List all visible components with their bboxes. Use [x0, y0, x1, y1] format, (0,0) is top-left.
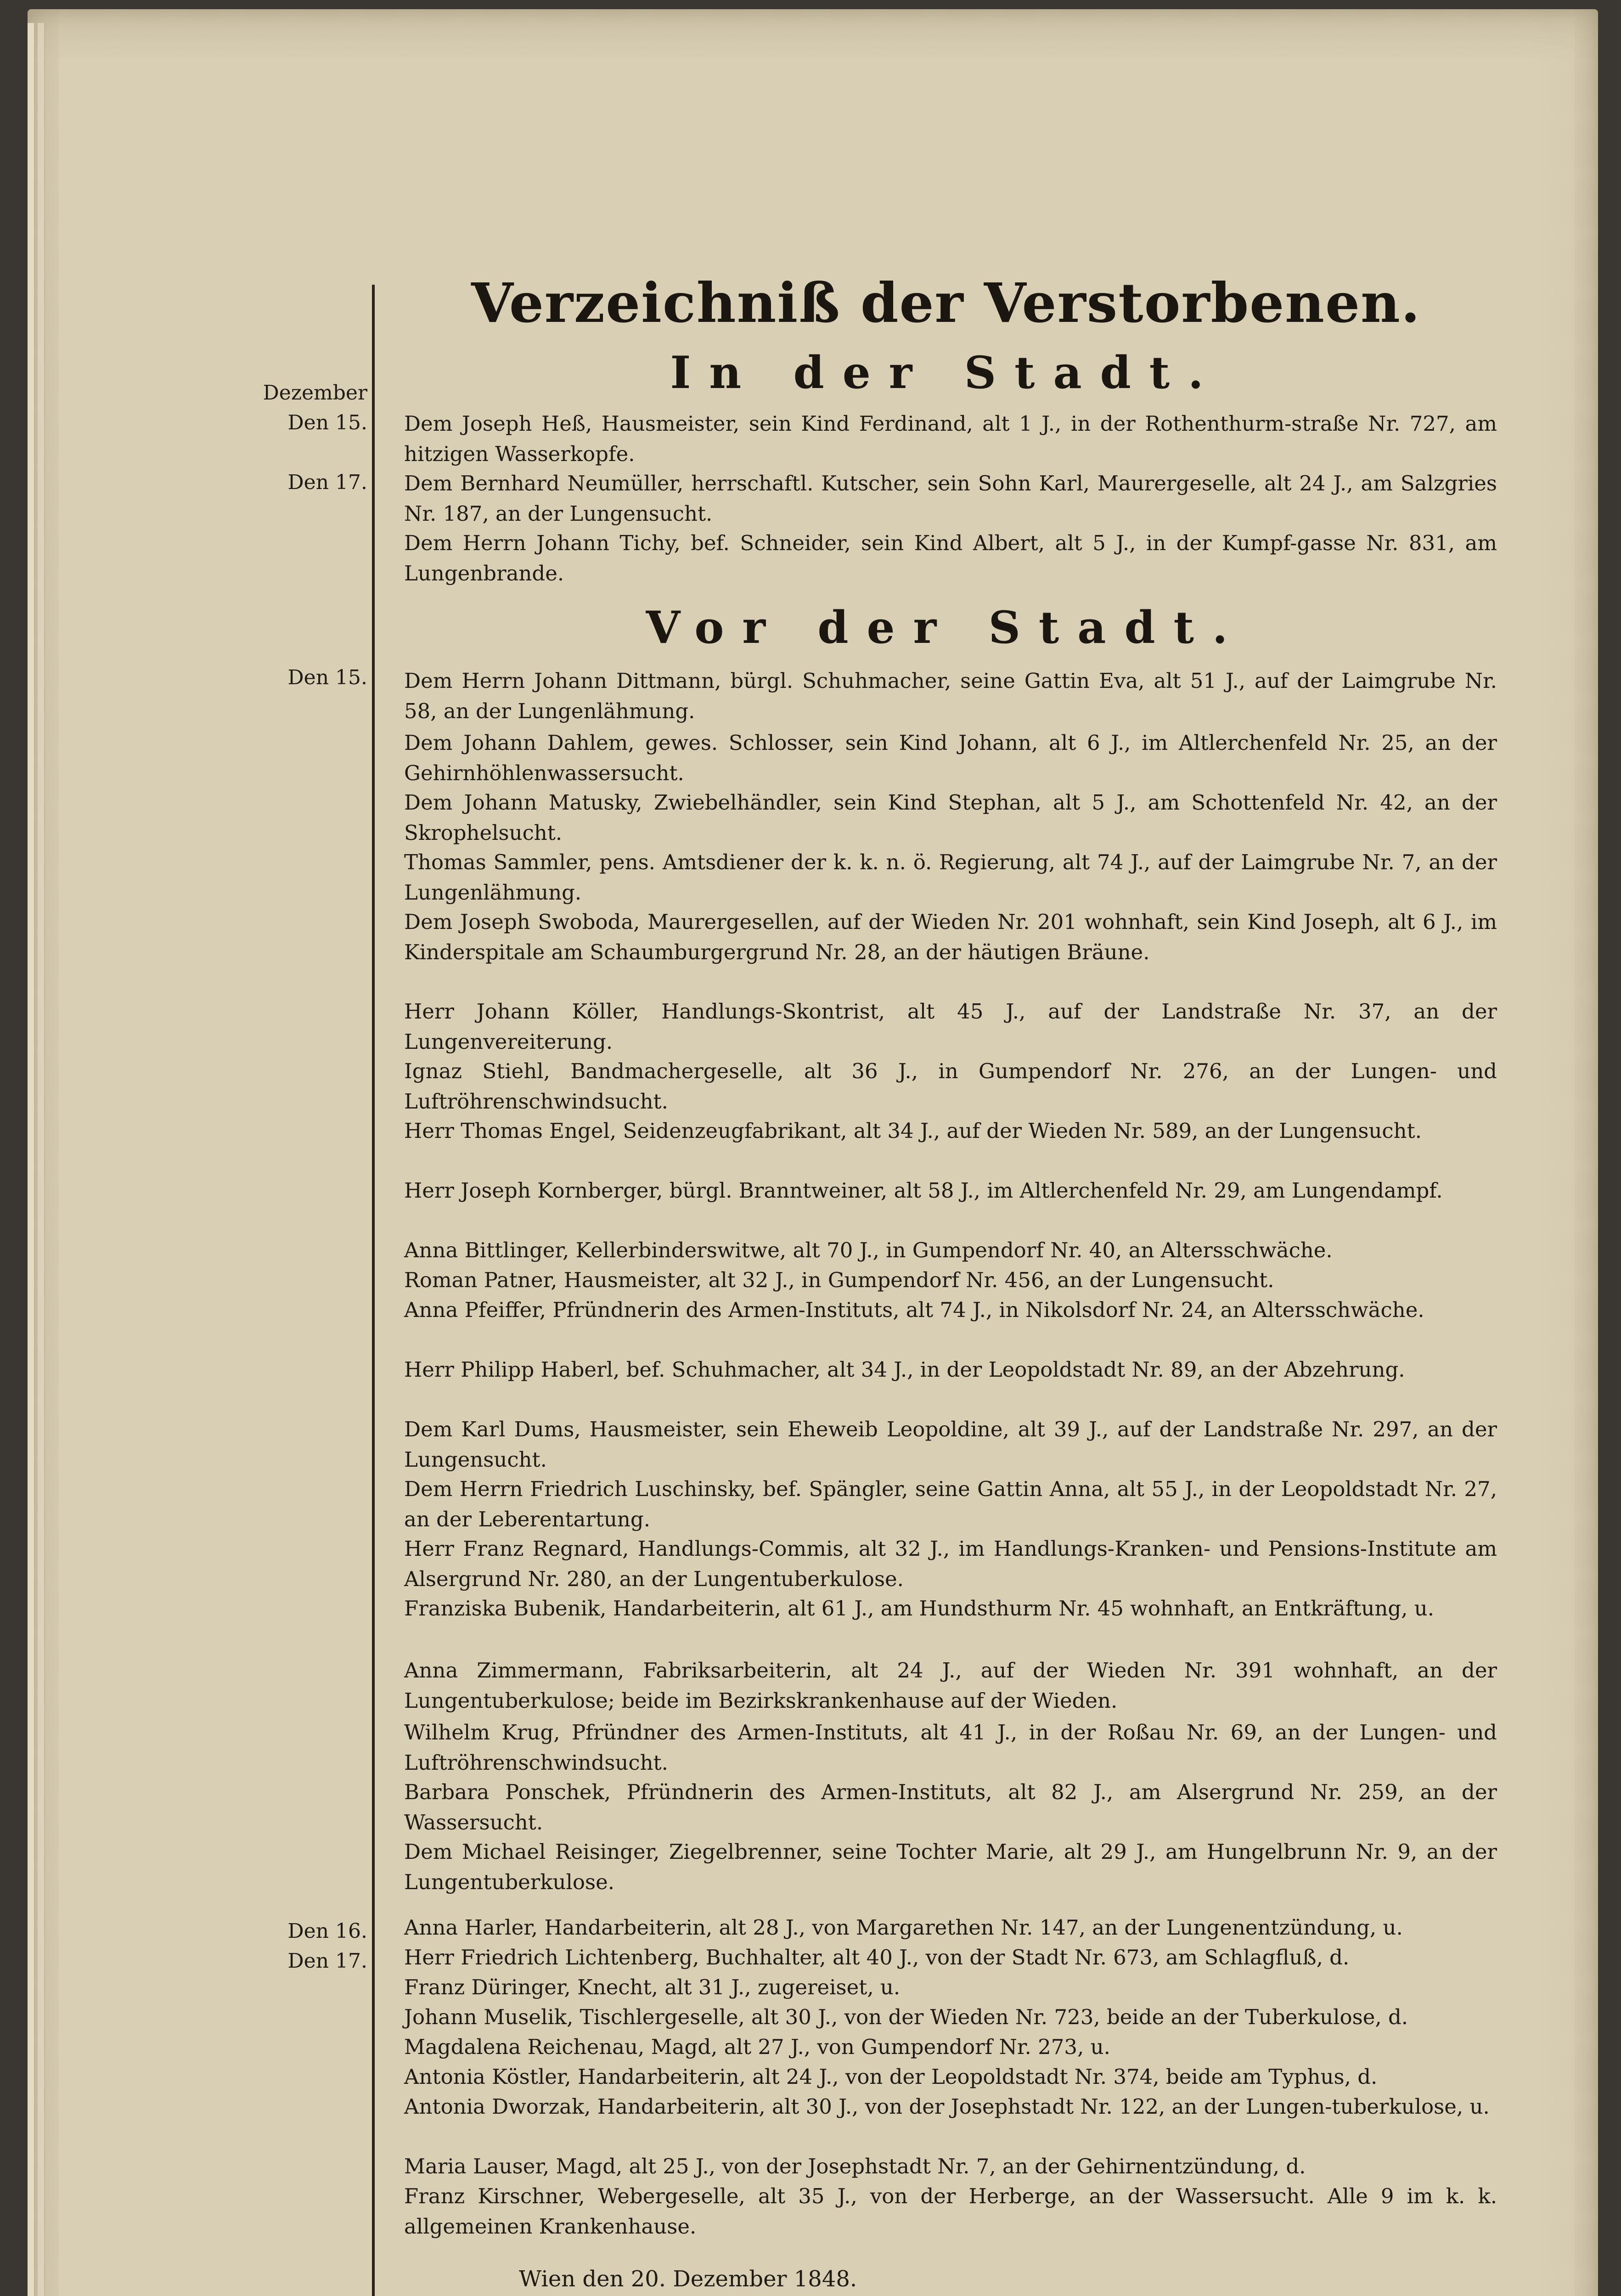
list-item: Dem Herrn Johann Tichy, bef. Schneider, sein Kind Albert, alt 5 J., in der Kumpf-gasse Nr. 831, am Lungenbrande. — [404, 531, 1497, 585]
page-title: Verzeichniß der Verstorbenen. — [471, 271, 1421, 335]
list-item: Anna Pfeiffer, Pfründnerin des Armen-Instituts, alt 74 J., in Nikolsdorf Nr. 24, an Altersschwäche. — [404, 1298, 1424, 1322]
section-heading-stadt: In der Stadt. — [670, 347, 1222, 399]
date-label: Den 16. — [287, 1919, 367, 1943]
list-item: Johann Muselik, Tischlergeselle, alt 30 J., von der Wieden Nr. 723, beide an der Tuberkulose, d. — [404, 2005, 1408, 2029]
list-item: Roman Patner, Hausmeister, alt 32 J., in Gumpendorf Nr. 456, an der Lungensucht. — [404, 1268, 1274, 1292]
list-item: Magdalena Reichenau, Magd, alt 27 J., von Gumpendorf Nr. 273, u. — [404, 2035, 1110, 2059]
list-item: Dem Johann Matusky, Zwiebelhändler, sein Kind Stephan, alt 5 J., am Schottenfeld Nr. 42, an der Skrophelsucht. — [404, 790, 1497, 845]
page-stack-edge — [28, 23, 35, 2296]
section-heading-vorstadt: Vor der Stadt. — [646, 602, 1246, 653]
list-item: Dem Herrn Friedrich Luschinsky, bef. Spängler, seine Gattin Anna, alt 55 J., in der Leopoldstadt Nr. 27, an der Leberentartung. — [404, 1477, 1497, 1531]
list-item: Anna Bittlinger, Kellerbinderswitwe, alt 70 J., in Gumpendorf Nr. 40, an Altersschwäche. — [404, 1238, 1333, 1262]
dateline: Wien den 20. Dezember 1848. — [519, 2266, 857, 2292]
list-item: Anna Harler, Handarbeiterin, alt 28 J., von Margarethen Nr. 147, an der Lungenentzündung, u. — [404, 1915, 1403, 1940]
list-item: Herr Johann Köller, Handlungs-Skontrist, alt 45 J., auf der Landstraße Nr. 37, an der Lungenvereiterung. — [404, 999, 1497, 1054]
list-item: Antonia Köstler, Handarbeiterin, alt 24 J., von der Leopoldstadt Nr. 374, beide am Typhus, d. — [404, 2065, 1378, 2089]
list-item: Dem Karl Dums, Hausmeister, sein Eheweib Leopoldine, alt 39 J., auf der Landstraße Nr. 297, an der Lungensucht. — [404, 1417, 1497, 1472]
list-item: Franz Kirschner, Webergeselle, alt 35 J., von der Herberge, an der Wassersucht. Alle 9 im k. k. allgemeinen Krankenhause. — [404, 2184, 1497, 2239]
list-item: Franz Düringer, Knecht, alt 31 J., zugereiset, u. — [404, 1975, 901, 1999]
list-item: Dem Joseph Swoboda, Maurergesellen, auf der Wieden Nr. 201 wohnhaft, sein Kind Joseph, alt 6 J., im Kinderspitale am Schaumburgergrund Nr. 28, an der häutigen Bräune. — [404, 910, 1497, 964]
vertical-rule — [372, 285, 375, 2296]
date-label: Den 15. — [287, 666, 367, 689]
list-item: Herr Friedrich Lichtenberg, Buchhalter, alt 40 J., von der Stadt Nr. 673, am Schlagfluß, d. — [404, 1945, 1350, 1970]
list-item: Anna Zimmermann, Fabriksarbeiterin, alt 24 J., auf der Wieden Nr. 391 wohnhaft, an der Lungentuberkulose; beide im Bezirkskrankenhause auf der Wieden. — [404, 1658, 1497, 1713]
list-item: Dem Michael Reisinger, Ziegelbrenner, seine Tochter Marie, alt 29 J., am Hungelbrunn Nr. 9, an der Lungentuberkulose. — [404, 1840, 1497, 1894]
date-label: Den 17. — [287, 471, 367, 494]
list-item: Dem Johann Dahlem, gewes. Schlosser, sein Kind Johann, alt 6 J., im Altlerchenfeld Nr. 25, an der Gehirnhöhlenwassersucht. — [404, 731, 1497, 785]
list-item: Dem Bernhard Neumüller, herrschaftl. Kutscher, sein Sohn Karl, Maurergeselle, alt 24 J., am Salzgries Nr. 187, an der Lungensucht. — [404, 471, 1497, 526]
list-item: Dem Herrn Johann Dittmann, bürgl. Schuhmacher, seine Gattin Eva, alt 51 J., auf der Laimgrube Nr. 58, an der Lungenlähmung. — [404, 669, 1497, 723]
page-stack-edge — [38, 23, 45, 2296]
date-label: Den 15. — [287, 411, 367, 434]
list-item: Herr Philipp Haberl, bef. Schuhmacher, alt 34 J., in der Leopoldstadt Nr. 89, an der Abzehrung. — [404, 1357, 1405, 1382]
list-item: Antonia Dworzak, Handarbeiterin, alt 30 J., von der Josephstadt Nr. 122, an der Lungen-tuberkulose, u. — [404, 2094, 1490, 2119]
list-item: Maria Lauser, Magd, alt 25 J., von der Josephstadt Nr. 7, an der Gehirnentzündung, d. — [404, 2154, 1306, 2178]
list-item: Thomas Sammler, pens. Amtsdiener der k. k. n. ö. Regierung, alt 74 J., auf der Laimgrube Nr. 7, an der Lungenlähmung. — [404, 850, 1497, 905]
list-item: Wilhelm Krug, Pfründner des Armen-Instituts, alt 41 J., in der Roßau Nr. 69, an der Lungen- und Luftröhrenschwindsucht. — [404, 1720, 1497, 1775]
list-item: Franziska Bubenik, Handarbeiterin, alt 61 J., am Hundsthurm Nr. 45 wohnhaft, an Entkräftung, u. — [404, 1596, 1435, 1621]
list-item: Dem Joseph Heß, Hausmeister, sein Kind Ferdinand, alt 1 J., in der Rothenthurm-straße Nr. 727, am hitzigen Wasserkopfe. — [404, 411, 1497, 466]
list-item: Herr Thomas Engel, Seidenzeugfabrikant, alt 34 J., auf der Wieden Nr. 589, an der Lungensucht. — [404, 1119, 1422, 1143]
list-item: Ignaz Stiehl, Bandmachergeselle, alt 36 J., in Gumpendorf Nr. 276, an der Lungen- und Luftröhrenschwindsucht. — [404, 1059, 1497, 1114]
list-item: Herr Franz Regnard, Handlungs-Commis, alt 32 J., im Handlungs-Kranken- und Pensions-Institute am Alsergrund Nr. 280, an der Lungentuberkulose. — [404, 1536, 1497, 1591]
date-label: Dezember — [263, 381, 367, 405]
list-item: Barbara Ponschek, Pfründnerin des Armen-Instituts, alt 82 J., am Alsergrund Nr. 259, an der Wassersucht. — [404, 1780, 1497, 1835]
list-item: Herr Joseph Kornberger, bürgl. Branntweiner, alt 58 J., im Altlerchenfeld Nr. 29, am Lungendampf. — [404, 1178, 1443, 1203]
date-label: Den 17. — [287, 1949, 367, 1973]
